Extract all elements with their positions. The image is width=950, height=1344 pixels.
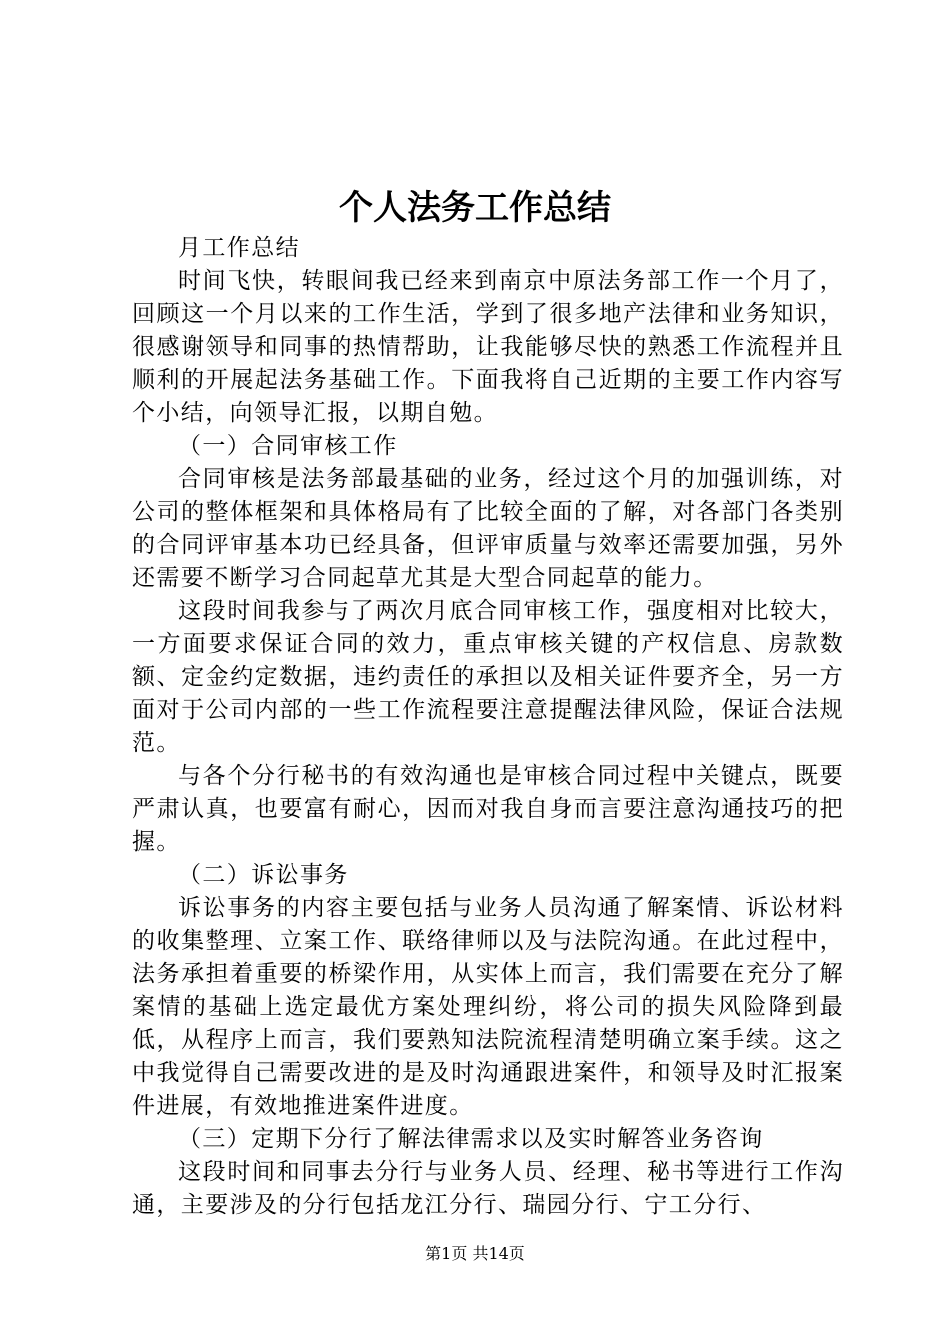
- section-heading-branch-visits: （三）定期下分行了解法律需求以及实时解答业务咨询: [178, 1126, 764, 1152]
- paragraph-branch-visits: 这段时间和同事去分行与业务人员、经理、秘书等进行工作沟通，主要涉及的分行包括龙江分行、瑞园分行、宁工分行、: [132, 1159, 844, 1218]
- section-heading-litigation: （二）诉讼事务: [178, 862, 349, 888]
- paragraph-heading-month: 月工作总结: [178, 235, 300, 261]
- section-heading-contract-review: （一）合同审核工作: [178, 433, 398, 459]
- paragraph-litigation: 诉讼事务的内容主要包括与业务人员沟通了解案情、诉讼材料的收集整理、立案工作、联络律师以及与法院沟通。在此过程中，法务承担着重要的桥梁作用，从实体上而言，我们需要在充分了解案情的基础上选定最优方案处理纠纷，将公司的损失风险降到最低，从程序上而言，我们要熟知法院流程清楚明确立案手续。这之中我觉得自己需要改进的是及时沟通跟进案件，和领导及时汇报案件进展，有效地推进案件进度。: [132, 895, 844, 1119]
- document-title: 个人法务工作总结: [339, 188, 611, 228]
- paragraph-contract-review: 合同审核是法务部最基础的业务，经过这个月的加强训练，对公司的整体框架和具体格局有了比较全面的了解，对各部门各类别的合同评审基本功已经具备，但评审质量与效率还需要加强，另外还需要不断学习合同起草尤其是大型合同起草的能力。: [132, 466, 844, 591]
- paragraph-month-end-review: 这段时间我参与了两次月底合同审核工作，强度相对比较大，一方面要求保证合同的效力，重点审核关键的产权信息、房款数额、定金约定数据，违约责任的承担以及相关证件要齐全，另一方面对于公司内部的一些工作流程要注意提醒法律风险，保证合法规范。: [132, 598, 844, 756]
- paragraph-secretary-communication: 与各个分行秘书的有效沟通也是审核合同过程中关键点，既要严肃认真，也要富有耐心，因而对我自身而言要注意沟通技巧的把握。: [132, 763, 844, 855]
- document-body: [132, 232, 844, 1222]
- paragraph-intro: 时间飞快，转眼间我已经来到南京中原法务部工作一个月了，回顾这一个月以来的工作生活，学到了很多地产法律和业务知识，很感谢领导和同事的热情帮助，让我能够尽快的熟悉工作流程并且顺利的开展起法务基础工作。下面我将自己近期的主要工作内容写个小结，向领导汇报，以期自勉。: [132, 268, 844, 426]
- page-number-footer: 第1页 共14页: [425, 1244, 525, 1263]
